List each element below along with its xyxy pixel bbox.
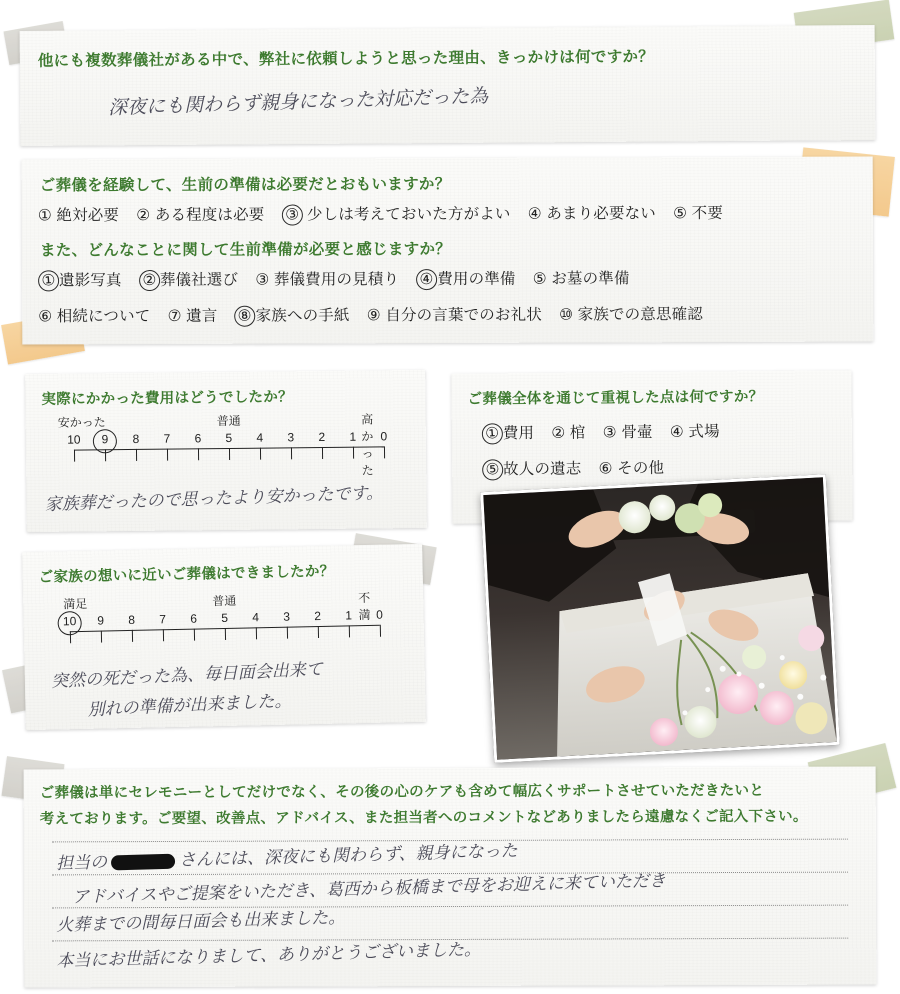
option-need-5-label: 不要 xyxy=(691,205,724,223)
question-priorities: ご葬儀全体を通じて重視した点は何ですか？ xyxy=(467,389,764,408)
satisfaction-scale[interactable] xyxy=(62,590,384,645)
question-cost: 実際にかかった費用はどうでしたか？ xyxy=(41,389,293,408)
option-priority-2[interactable] xyxy=(551,425,585,442)
option-priority-2-num: ② xyxy=(551,424,566,442)
sat-tick-7: 7 xyxy=(159,612,167,627)
option-prep-10-label: 家族での意思確認 xyxy=(577,306,703,324)
option-need-3-num: ③ xyxy=(281,204,303,226)
cost-scale-selection-ring xyxy=(92,428,119,455)
block-cost-scale xyxy=(25,370,427,532)
question-preparation-items: また、どんなことに関して生前準備が必要と感じますか？ xyxy=(39,240,452,260)
option-prep-5-num: ⑤ xyxy=(532,270,547,288)
sat-tick-3: 3 xyxy=(283,609,291,624)
satisfaction-scale-selection-ring xyxy=(56,610,83,637)
cost-scale-left-label: 安かった xyxy=(57,415,106,430)
option-prep-10[interactable] xyxy=(559,306,703,324)
answer-comment-line1-pre: 担当の xyxy=(55,852,108,875)
cost-tick-3: 3 xyxy=(287,430,295,445)
option-priority-1-label: 費用 xyxy=(502,425,535,443)
sat-tick-5: 5 xyxy=(221,610,229,626)
sat-tick-1: 1 xyxy=(345,608,353,623)
answer-satisfaction-line1: 突然の死だった為、毎日面会出来て xyxy=(50,659,324,692)
options-preparation-items-row2 xyxy=(38,302,703,327)
cost-scale[interactable] xyxy=(57,412,388,478)
cost-tick-7: 7 xyxy=(163,431,171,446)
option-prep-3-num: ③ xyxy=(255,271,270,289)
option-prep-9-label: 自分の言葉でのお礼状 xyxy=(385,306,542,325)
option-prep-6-label: 相続について xyxy=(56,308,151,326)
block-referral-reason xyxy=(20,25,876,146)
question-need-preparation: ご葬儀を経験して、生前の準備は必要だとおもいますか？ xyxy=(39,175,451,195)
option-priority-6-num: ⑥ xyxy=(598,460,613,478)
cost-tick-5: 5 xyxy=(225,430,233,446)
option-priority-2-label: 棺 xyxy=(569,424,586,442)
option-need-2[interactable] xyxy=(136,207,264,224)
satisfaction-scale-mid-label: 普通 xyxy=(212,593,237,609)
option-prep-7-label: 遺言 xyxy=(186,307,218,325)
sat-tick-6: 6 xyxy=(190,611,198,626)
option-priority-3[interactable] xyxy=(603,424,653,441)
option-prep-8-num: ⑧ xyxy=(234,305,256,327)
option-prep-1[interactable] xyxy=(38,272,122,289)
block-satisfaction-scale xyxy=(22,544,426,730)
option-prep-4-label: 費用の準備 xyxy=(437,270,516,289)
sat-tick-8: 8 xyxy=(128,612,136,627)
satisfaction-scale-right-label: 不満 xyxy=(358,590,371,623)
option-prep-4[interactable] xyxy=(416,271,515,288)
option-need-1-label: 絶対必要 xyxy=(56,207,120,225)
option-prep-2[interactable] xyxy=(139,272,238,289)
cost-tick-2: 2 xyxy=(318,429,326,445)
option-prep-5[interactable] xyxy=(533,270,630,287)
options-preparation-items-row1 xyxy=(38,266,630,291)
question-satisfaction: ご家族の想いに近いご葬儀はできましたか？ xyxy=(38,563,335,586)
option-priority-4-label: 式場 xyxy=(688,423,720,441)
option-priority-4-num: ④ xyxy=(669,423,684,441)
option-need-2-num: ② xyxy=(136,207,151,225)
options-priorities-row2 xyxy=(482,456,664,481)
option-prep-2-num: ② xyxy=(138,269,160,291)
option-priority-3-label: 骨壷 xyxy=(621,423,653,442)
answer-referral-reason: 深夜にも関わらず親身になった対応だった為 xyxy=(107,85,489,120)
option-need-4-label: あまり必要ない xyxy=(546,205,656,223)
option-prep-1-num: ① xyxy=(37,270,59,292)
answer-comment-line1-post: さんには、深夜にも関わらず、親身になった xyxy=(178,841,518,871)
option-prep-3-label: 葬儀費用の見積り xyxy=(273,271,400,289)
option-need-5-num: ⑤ xyxy=(673,205,688,223)
option-need-4-num: ④ xyxy=(527,205,542,223)
option-prep-6[interactable] xyxy=(38,308,150,325)
photo-illustration xyxy=(483,477,836,759)
option-need-1[interactable] xyxy=(38,207,119,224)
option-priority-6-label: その他 xyxy=(617,459,665,478)
cost-scale-right-label: 高かった xyxy=(361,412,374,478)
question-free-comment-line2: 考えております。ご要望、改善点、アドバイス、また担当者へのコメントなどありましたら遠慮なくご記入下さい。 xyxy=(39,808,808,828)
cost-tick-0: 0 xyxy=(380,429,388,444)
option-prep-8-label: 家族への手紙 xyxy=(255,307,350,325)
satisfaction-scale-left-label: 満足 xyxy=(63,596,88,612)
answer-cost: 家族葬だったので思ったより安かったです。 xyxy=(44,483,384,516)
option-prep-5-label: お墓の準備 xyxy=(551,270,630,288)
option-prep-3[interactable] xyxy=(255,271,399,289)
option-priority-5-label: 故人の遺志 xyxy=(503,460,582,479)
cost-tick-1: 1 xyxy=(349,429,357,444)
option-priority-3-num: ③ xyxy=(602,424,617,442)
sat-tick-4: 4 xyxy=(252,610,260,625)
option-priority-1-num: ① xyxy=(481,423,503,445)
option-need-3-label: 少しは考えておいた方がよい xyxy=(306,205,511,224)
sat-tick-9: 9 xyxy=(97,613,105,628)
option-prep-7[interactable] xyxy=(168,308,218,325)
option-prep-6-num: ⑥ xyxy=(38,308,53,326)
cost-tick-6: 6 xyxy=(194,431,202,446)
option-need-1-num: ① xyxy=(37,207,52,225)
option-need-4[interactable] xyxy=(528,205,656,222)
option-prep-9[interactable] xyxy=(367,307,542,325)
redaction-bar xyxy=(111,853,175,870)
option-priority-4[interactable] xyxy=(670,423,720,440)
option-prep-9-num: ⑨ xyxy=(366,307,381,325)
answer-comment-line2: アドバイスやご提案をいただき、葛西から板橋まで母をお迎えに来ていただき xyxy=(71,870,667,908)
answer-satisfaction-line2: 別れの準備が出来ました。 xyxy=(87,691,292,721)
option-need-2-label: ある程度は必要 xyxy=(154,206,265,225)
cost-tick-9: 9 xyxy=(101,432,109,447)
cost-tick-4: 4 xyxy=(256,430,264,445)
option-need-3[interactable] xyxy=(282,206,511,224)
option-priority-1[interactable] xyxy=(482,425,534,442)
option-prep-2-label: 葬儀社選び xyxy=(159,271,239,290)
option-prep-4-num: ④ xyxy=(416,268,438,290)
options-priorities-row1 xyxy=(482,419,720,444)
funeral-flower-ceremony-photo xyxy=(480,474,840,763)
option-prep-8[interactable] xyxy=(235,307,350,324)
option-priority-5[interactable] xyxy=(482,461,581,479)
option-prep-1-label: 遺影写真 xyxy=(58,272,122,290)
answer-comment-line4: 本当にお世話になりまして、ありがとうございました。 xyxy=(56,939,482,972)
block-free-comment xyxy=(24,767,877,988)
option-priority-6[interactable] xyxy=(599,460,665,478)
answer-comment-line3: 火葬までの間毎日面会も出来ました。 xyxy=(55,907,346,936)
question-free-comment-line1: ご葬儀は単にセレモニーとしてだけでなく、その後の心のケアも含めて幅広くサポートさせていただきたいと xyxy=(39,782,765,802)
block-preparation-questions xyxy=(22,157,874,345)
option-prep-10-num: ⑩ xyxy=(559,306,574,324)
sat-tick-2: 2 xyxy=(314,608,322,624)
options-need-preparation xyxy=(38,201,723,226)
cost-tick-10: 10 xyxy=(67,432,81,447)
cost-tick-8: 8 xyxy=(132,431,140,446)
sat-tick-0: 0 xyxy=(376,607,384,622)
cost-scale-mid-label: 普通 xyxy=(216,413,241,429)
sat-tick-10: 10 xyxy=(62,614,77,629)
option-need-5[interactable] xyxy=(673,205,723,222)
question-referral-reason: 他にも複数葬儀社がある中で、弊社に依頼しようと思った理由、きっかけは何ですか？ xyxy=(37,48,655,70)
option-prep-7-num: ⑦ xyxy=(167,307,182,325)
option-priority-5-num: ⑤ xyxy=(481,459,503,481)
